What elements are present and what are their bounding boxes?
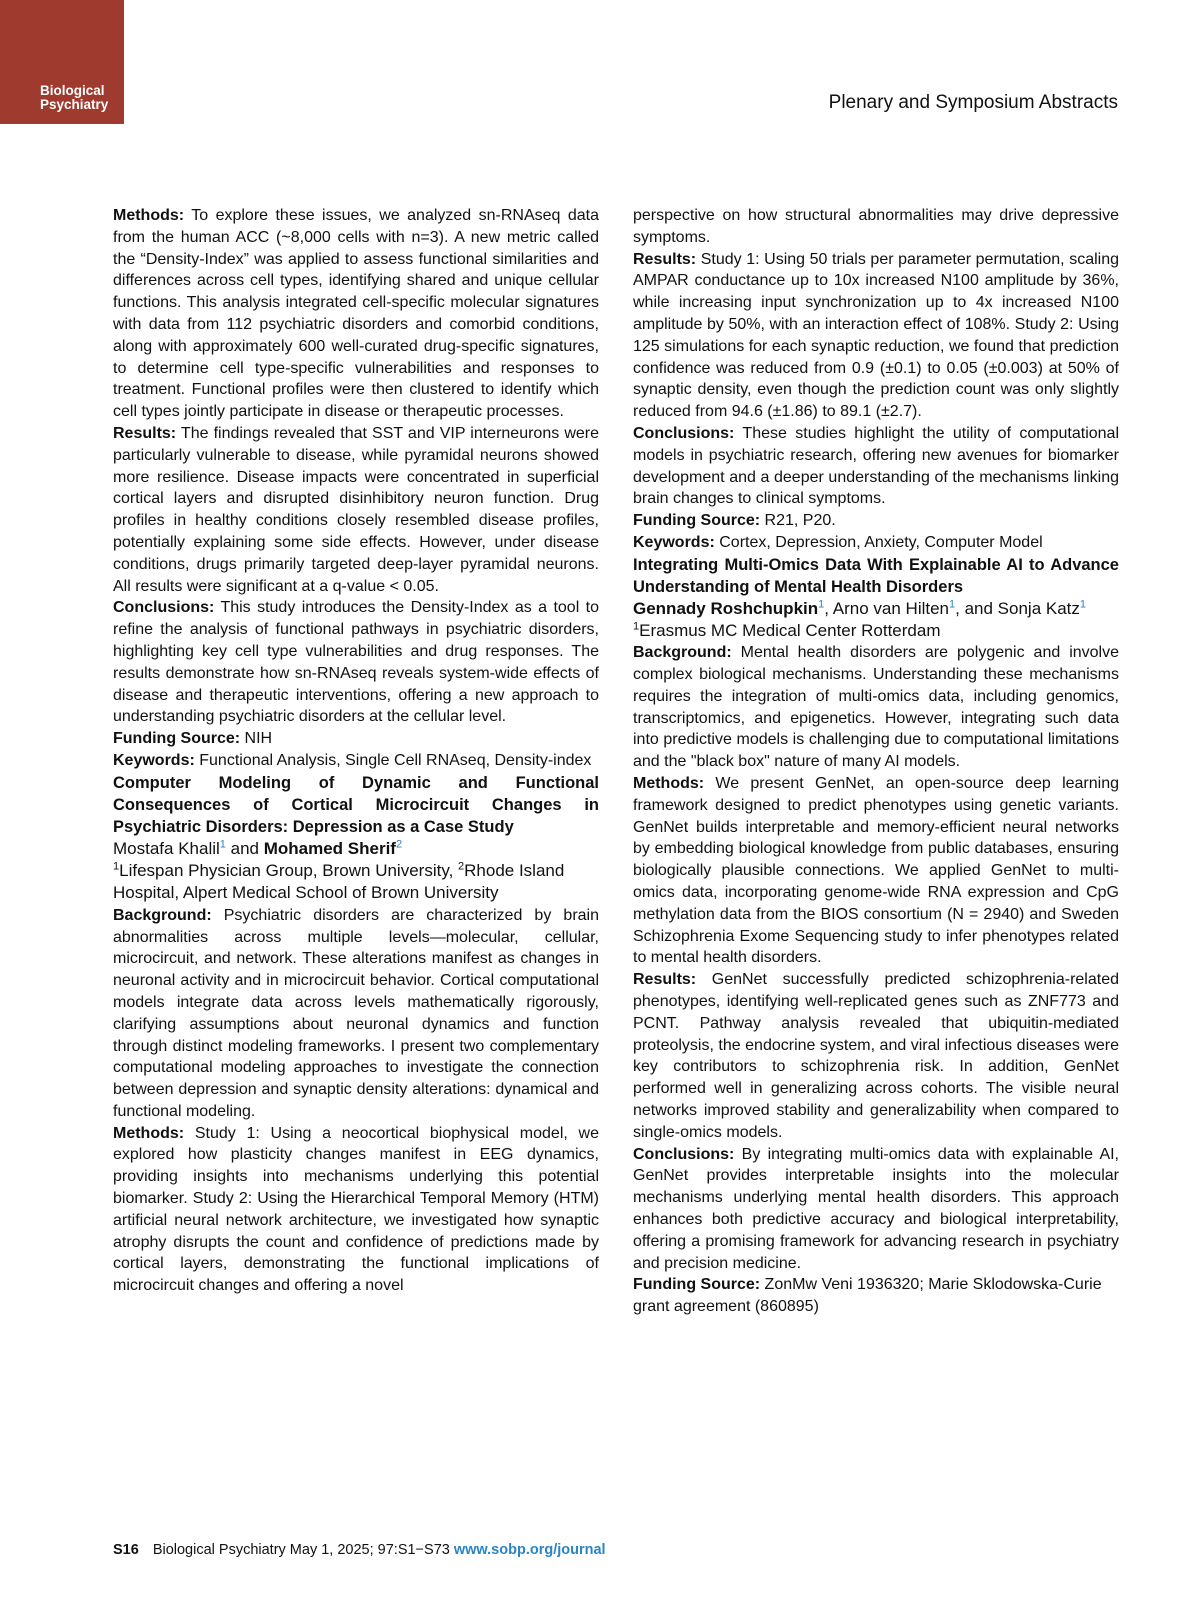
abstract2-authors — [113, 838, 599, 860]
conclusions-text: These studies highlight the utility of computational models in psychiatric research, offering new avenues for biomarker development and a deeper understanding of the mechanisms linking brain changes to clinical symptoms. — [633, 424, 1119, 508]
abstract3-title: Integrating Multi-Omics Data With Explainable AI to Advance Understanding of Mental Health Disorders — [633, 555, 1119, 596]
abstract3-background — [633, 642, 1119, 773]
abstract2-conclusions — [633, 423, 1119, 510]
abstract2-results — [633, 249, 1119, 423]
affil-text: Rhode Island Hospital, Alpert Medical School of Brown University — [113, 860, 565, 903]
left-column — [113, 205, 599, 1297]
author-affil-ref: 1 — [818, 598, 825, 611]
conclusions-text: By integrating multi-omics data with explainable AI, GenNet provides interpretable insights into the molecular mechanisms underlying mental health disorders. This approach enhances both predictive accuracy and biological interpretability, offering a promising framework for advancing research in psychiatry and precision medicine. — [633, 1145, 1119, 1272]
abstract1-conclusions — [113, 597, 599, 728]
background-label: Background: — [113, 906, 212, 924]
funding-label: Funding Source: — [113, 730, 241, 748]
author-affil-ref: 2 — [395, 838, 403, 851]
keywords-text: Functional Analysis, Single Cell RNAseq, Density-index — [194, 751, 592, 769]
keywords-label: Keywords: — [633, 533, 715, 551]
abstract1-funding — [113, 728, 599, 750]
author-name: Gennady Roshchupkin — [633, 598, 819, 618]
abstract1-methods — [113, 205, 599, 423]
funding-text: ZonMw Veni 1936320; Marie Sklodowska-Curie grant agreement (860895) — [633, 1276, 1102, 1316]
results-label: Results: — [633, 971, 697, 989]
author-name: Mostafa Khalil — [113, 838, 220, 858]
abstract1-results — [113, 423, 599, 597]
methods-label: Methods: — [633, 775, 705, 793]
abstract2-methods — [113, 1123, 599, 1297]
abstract2-title: Computer Modeling of Dynamic and Functional Consequences of Cortical Microcircuit Changes in Psychiatric Disorders: Depression as a Case Study — [113, 773, 599, 836]
conclusions-label: Conclusions: — [113, 599, 215, 617]
background-text: Mental health disorders are polygenic and involve complex biological mechanisms. Understanding these mechanisms requires the integration of multi-omics data, including genomics, transcriptomics, and epigenetics. However, integrating such data into predictive models is challenging due to computational limitations and the "black box" nature of many AI models. — [633, 644, 1119, 771]
journal-name-line2: Psychiatry — [40, 97, 109, 112]
affil-text: Lifespan Physician Group, Brown University, — [119, 860, 459, 880]
journal-name-line1: Biological — [40, 83, 105, 98]
abstract3-results — [633, 969, 1119, 1143]
funding-text: R21, P20. — [760, 512, 836, 530]
affil-text: Erasmus MC Medical Center Rotterdam — [639, 620, 941, 640]
affil-marker: 1 — [113, 860, 120, 873]
background-text: Psychiatric disorders are characterized by brain abnormalities across multiple levels—molecular, cellular, microcircuit, and network. These alterations manifest as changes in neuronal activity and in microcircuit behavior. Cortical computational models integrate data across levels mathematically rigorously, clarifying assumptions about neuronal dynamics and function through distinct modeling frameworks. I present two complementary computational modeling approaches to investigate the connection between depression and synaptic density alterations: dynamical and functional modeling. — [113, 906, 599, 1120]
methods-label: Methods: — [113, 207, 185, 224]
affil-marker: 1 — [633, 620, 640, 633]
methods-label: Methods: — [113, 1124, 185, 1142]
conclusions-label: Conclusions: — [633, 1145, 735, 1163]
affil-marker: 2 — [458, 860, 465, 873]
results-text: The findings revealed that SST and VIP interneurons were particularly vulnerable to disease, while pyramidal neurons showed more resilience. Disease impacts were concentrated in superficial cortical layers and disrupted disinhibitory neuron function. Drug profiles in healthy conditions closely resembled disease profiles, potentially explaining some side effects. However, under disease conditions, drugs primarily targeted deep-layer pyramidal neurons. All results were significant at a q-value < 0.05. — [113, 424, 599, 595]
abstract3-authors — [633, 598, 1119, 620]
page-footer — [113, 1542, 606, 1558]
author-affil-ref: 1 — [949, 598, 956, 611]
methods-text: Study 1: Using a neocortical biophysical model, we explored how plasticity changes manifest in EEG dynamics, providing insights into mechanisms underlying this potential biomarker. Study 2: Using the Hierarchical Temporal Memory (HTM) artificial neural network architecture, we investigated how synaptic atrophy disrupts the count and confidence of predictions made by cortical layers, demonstrating the functional implications of microcircuit changes and offering a novel — [113, 1124, 599, 1295]
methods-text: To explore these issues, we analyzed sn-RNAseq data from the human ACC (~8,000 cells with n=3). A new metric called the “Density-Index” was applied to assess functional similarities and differences across cell types, identifying shared and unique cellular functions. This analysis integrated cell-specific molecular signatures with data from 112 psychiatric disorders and comorbid conditions, along with approximately 600 well-curated drug-specific signatures, to determine cell type-specific vulnerabilities and responses to treatment. Functional profiles were then clustered to identify which cell types jointly participate in disease or therapeutic processes. — [113, 207, 599, 421]
abstract2-background — [113, 905, 599, 1123]
author-affil-ref: 1 — [1079, 598, 1087, 611]
journal-url-link[interactable]: www.sobp.org/journal — [453, 1542, 606, 1558]
abstract2-affiliations — [113, 860, 599, 905]
results-text: Study 1: Using 50 trials per parameter permutation, scaling AMPAR conductance up to 10x increased N100 amplitude by 36%, while increasing input synchronization up to 4x increased N100 amplitude by 50%, with an interaction effect of 108%. Study 2: Using 125 simulations for each synaptic reduction, we found that prediction confidence was reduced from 0.9 (±0.1) to 0.05 (±0.003) at 50% of synaptic density, even though the prediction count was only slightly reduced from 94.6 (±1.86) to 89.1 (±2.7). — [633, 250, 1119, 421]
keywords-label: Keywords: — [113, 751, 195, 769]
abstract3-affiliations — [633, 620, 1119, 643]
abstract1-keywords — [113, 750, 599, 772]
conclusions-label: Conclusions: — [633, 424, 735, 442]
keywords-text: Cortex, Depression, Anxiety, Computer Model — [714, 533, 1043, 551]
citation: Biological Psychiatry May 1, 2025; 97:S1−S73 — [152, 1542, 454, 1558]
background-label: Background: — [633, 644, 732, 662]
author-separator: and — [225, 838, 264, 858]
abstract3-methods — [633, 773, 1119, 969]
results-text: GenNet successfully predicted schizophrenia-related phenotypes, identifying well-replicated genes such as ZNF773 and PCNT. Pathway analysis revealed that ubiquitin-mediated proteolysis, the endocrine system, and viral infectious diseases were key contributors to schizophrenia risk. In addition, GenNet performed well in generalizing across cohorts. The visible neural networks improved stability and generalizability when compared to single-omics models. — [633, 971, 1119, 1141]
author-name: , and Sonja Katz — [955, 598, 1080, 618]
author-affil-ref: 1 — [219, 838, 226, 851]
abstract2-keywords — [633, 532, 1119, 554]
conclusions-text: This study introduces the Density-Index as a tool to refine the analysis of functional pathways in psychiatric disorders, highlighting key cell type vulnerabilities and drug responses. The results demonstrate how sn-RNAseq reveals system-wide effects of disease and therapeutic interventions, offering a new approach to understanding psychiatric disorders at the cellular level. — [113, 599, 599, 726]
results-label: Results: — [113, 424, 177, 442]
results-label: Results: — [633, 250, 697, 268]
journal-logo — [0, 0, 124, 124]
right-column — [633, 205, 1119, 1318]
abstract3-conclusions — [633, 1144, 1119, 1275]
funding-label: Funding Source: — [633, 1276, 761, 1294]
section-title: Plenary and Symposium Abstracts — [828, 92, 1118, 113]
funding-text: NIH — [240, 730, 273, 748]
author-name: Mohamed Sherif — [263, 838, 396, 858]
abstract2-funding — [633, 510, 1119, 532]
funding-label: Funding Source: — [633, 512, 761, 530]
methods-text: We present GenNet, an open-source deep learning framework designed to predict phenotypes using genetic variants. GenNet builds interpretable and memory-efficient neural networks by embedding biological knowledge from public databases, ensuring biologically plausible connections. We applied GenNet to multi-omics data, incorporating genome-wide RNA expression and CpG methylation data from the BIOS consortium (N = 2940) and Sweden Schizophrenia Exome Sequencing study to infer phenotypes related to mental health disorders. — [633, 775, 1119, 967]
abstract2-methods-continued: perspective on how structural abnormalities may drive depressive symptoms. — [633, 207, 1119, 246]
abstract3-funding — [633, 1274, 1119, 1318]
author-name: , Arno van Hilten — [824, 598, 950, 618]
page-number: S16 — [113, 1542, 139, 1558]
